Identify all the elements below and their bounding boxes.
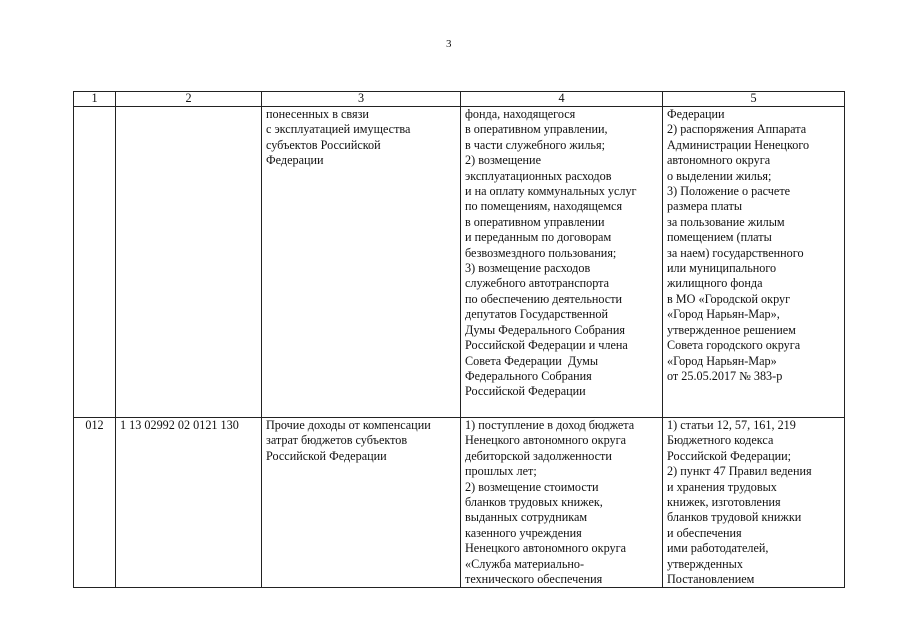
- income-description-cell: [461, 418, 663, 588]
- header-col-2: 2: [116, 92, 262, 107]
- admin-code: 012: [85, 418, 104, 432]
- header-col-4: 4: [461, 92, 663, 107]
- income-description: фонда, находящегося в оперативном управлении, в части служебного жилья; 2) возмещение эксплуатационных расходов и на оплату коммунальных услуг по помещениям, находящемся в оперативном управлении и переданным по договорам безвозмездного пользования; 3) возмещение расходов служебного автотранспорта по обеспечению деятельности депутатов Государственной Думы Федерального Собрания Российской Федерации и члена Совета Федерации Думы Федерального Собрания Российской Федерации: [465, 107, 637, 399]
- header-col-1: 1: [74, 92, 116, 107]
- admin-code-cell: [74, 107, 116, 418]
- table-row: [74, 418, 845, 588]
- kbk-cell: [116, 107, 262, 418]
- table-row: [74, 107, 845, 418]
- admin-code-cell: [74, 418, 116, 588]
- legal-basis-cell: [663, 107, 845, 418]
- header-col-5: 5: [663, 92, 845, 107]
- income-name-cell: [262, 418, 461, 588]
- income-name: понесенных в связи с эксплуатацией имущества субъектов Российской Федерации: [266, 107, 411, 168]
- kbk-cell: [116, 418, 262, 588]
- legal-basis: Федерации 2) распоряжения Аппарата Администрации Ненецкого автономного округа о выделении жилья; 3) Положение о расчете размера платы за пользование жилым помещением (платы за наем) государственного или муниципального жилищного фонда в МО «Городской округ «Город Нарьян-Мар», утвержденное решением Совета городского округа «Город Нарьян-Мар» от 25.05.2017 № 383-р: [667, 107, 810, 383]
- legal-basis-cell: [663, 418, 845, 588]
- header-col-3: 3: [262, 92, 461, 107]
- revenue-table: [73, 91, 845, 588]
- kbk-code: 1 13 02992 02 0121 130: [120, 418, 239, 432]
- income-name-cell: [262, 107, 461, 418]
- page-number: 3: [446, 38, 452, 50]
- income-name: Прочие доходы от компенсации затрат бюджетов субъектов Российской Федерации: [266, 418, 431, 463]
- income-description: 1) поступление в доход бюджета Ненецкого автономного округа дебиторской задолженности прошлых лет; 2) возмещение стоимости бланков трудовых книжек, выданных сотрудникам казенного учреждения Ненецкого автономного округа «Служба материально- технического обеспечения: [465, 418, 635, 587]
- table-header-row: [74, 92, 845, 107]
- income-description-cell: [461, 107, 663, 418]
- legal-basis: 1) статьи 12, 57, 161, 219 Бюджетного кодекса Российской Федерации; 2) пункт 47 Правил ведения и хранения трудовых книжек, изготовления бланков трудовой книжки и обеспечения ими работодателей, утвержденных Постановлением: [667, 418, 812, 587]
